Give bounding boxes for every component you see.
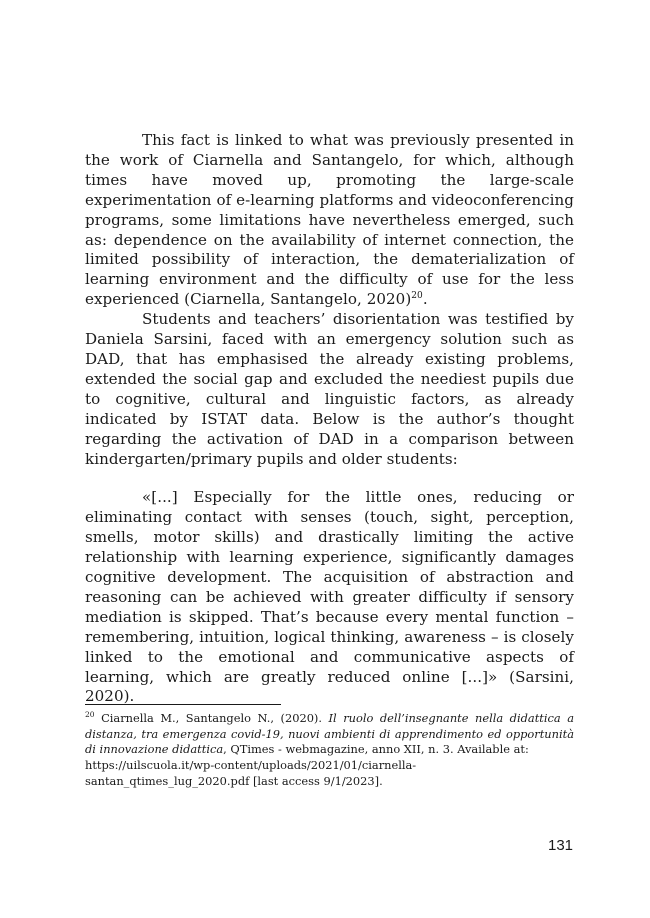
paragraph-ciarnella-santangelo — [85, 131, 574, 310]
page-number: 131 — [548, 837, 574, 854]
footnote-number: 20 — [85, 710, 95, 720]
footnote-link[interactable] — [85, 758, 416, 788]
paragraph-2-text: Students and teachers’ disorientation was testified by Daniela Sarsini, faced with an emergency solution such as DAD, that has emphasised the already existing problems, extended the social gap and excluded the neediest pupils due to cognitive, cultural and linguistic factors, as already indicated by ISTAT data. Below is the author’s thought regarding the activation of DAD in a comparison between kindergarten/primary pupils and older students: — [85, 310, 574, 468]
footnote-source: , QTimes - webmagazine, anno XII, n. 3. Available at: — [223, 742, 529, 757]
footnote-reference[interactable]: 20 — [411, 291, 423, 302]
footnote-title: Il ruolo dell’insegnante nella didattica a distanza, tra emergenza covid-19, nuovi ambienti di apprendimento ed opportunità di innovazione didattica — [85, 711, 574, 757]
footnote — [85, 711, 574, 790]
footnote-url-line-2[interactable]: santan_qtimes_lug_2020.pdf [last access 9/1/2023]. — [85, 773, 383, 788]
paragraph-1-text: This fact is linked to what was previously presented in the work of Ciarnella and Santangelo, for which, although times have moved up, promoting the large-scale experimentation of e-learning platforms and videoconferencing programs, some limitations have nevertheless emerged, such as: dependence on the availability of internet connection, the limited possibility of interaction, the dematerialization of learning environment and the difficulty of use for the less experienced (Ciarnella, Santangelo, 2020) — [85, 131, 574, 309]
quote-text: «[...] Especially for the little ones, reducing or eliminating contact with senses (touch, sight, perception, smells, motor skills) and drastically limiting the active relationship with learning experience, significantly damages cognitive development. The acquisition of abstraction and reasoning can be achieved with greater difficulty if sensory mediation is skipped. That’s because every mental function – remembering, intuition, logical thinking, awareness – is closely linked to the emotional and communicative aspects of learning, which are greatly reduced online [...]» (Sarsini, 2020). — [85, 488, 574, 706]
body-text — [85, 131, 574, 707]
block-quote — [85, 488, 574, 707]
footnote-url-line-1[interactable]: https://uilscuola.it/wp-content/uploads/2021/01/ciarnella- — [85, 758, 417, 773]
footnote-divider — [85, 704, 281, 705]
footnote-authors: Ciarnella M., Santangelo N., (2020). — [94, 711, 329, 725]
paragraph-1-end: . — [422, 290, 428, 309]
paragraph-sarsini — [85, 310, 574, 469]
